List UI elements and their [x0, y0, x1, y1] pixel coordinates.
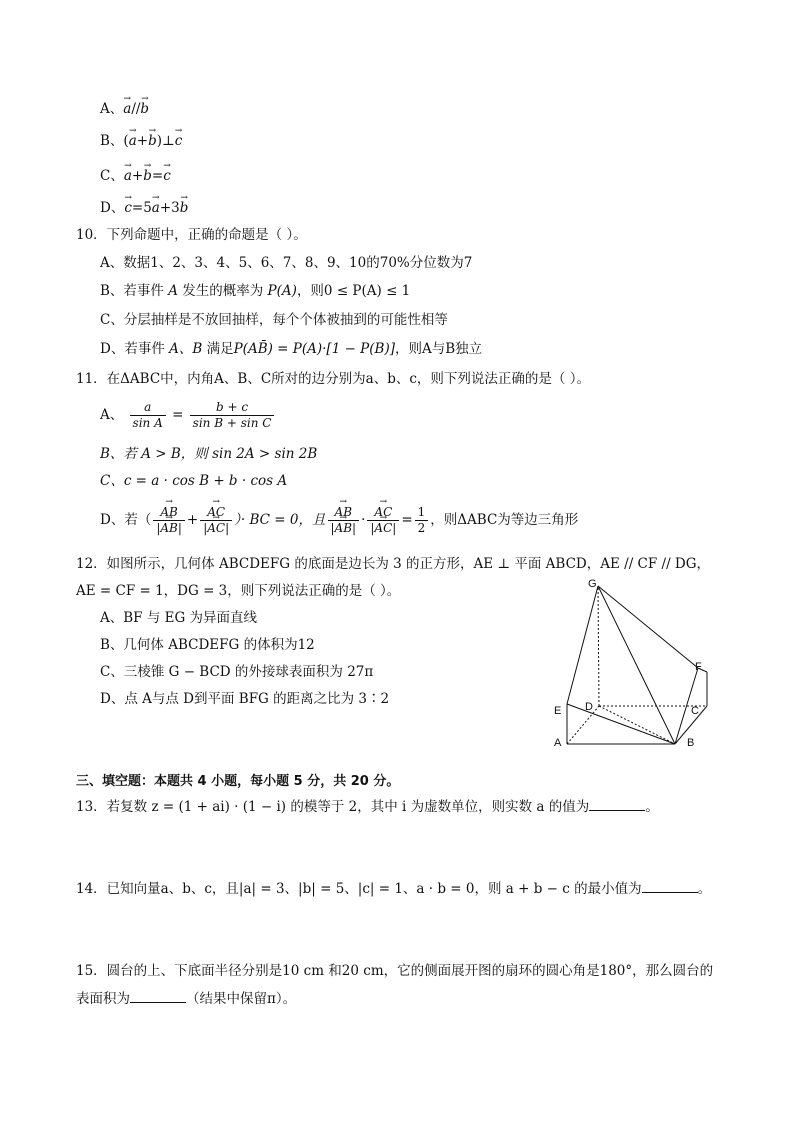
- q10-b-mid: 发生的概率为: [182, 283, 264, 299]
- edge-db: [599, 706, 675, 744]
- edge-eg: [567, 586, 598, 704]
- edge-ad: [567, 706, 599, 744]
- frac-ab-unit: → $\frac{AB}{|\to AB|}$: [153, 505, 185, 536]
- q13-end: 。: [645, 799, 659, 815]
- q10-d-mid: 满足: [206, 341, 234, 357]
- q11-d-tail: ，则ΔABC为等边三角形: [430, 512, 579, 528]
- q9-b-expr: (→ a+→ b)⊥→ c: [123, 133, 182, 149]
- frac-ac-unit: → $\frac{AC}{|\to AC|}$: [200, 505, 232, 536]
- q13: [76, 798, 659, 816]
- q12-option-d: D、点 A与点 D到平面 BFG 的距离之比为 3∶2: [100, 691, 390, 707]
- q9-option-a: [100, 100, 149, 118]
- q13-text: 13．若复数 z = (1 + ai) · (1 − i) 的模等于 2，其中 i 为虚数单位，则实数 a 的值为: [76, 799, 590, 815]
- events-ab: A、B: [164, 341, 207, 357]
- option-label: D、: [100, 200, 125, 216]
- frac-num: b + c: [190, 400, 275, 416]
- section-fill-in-heading: 三、填空题：本题共 4 小题，每小题 5 分，共 20 分。: [76, 774, 400, 789]
- equals-sign: =: [172, 407, 184, 423]
- frac-num: a: [130, 400, 166, 416]
- frac-one-half: [415, 505, 429, 536]
- q9-option-d: [100, 199, 188, 217]
- q10-option-a: A、数据1、2、3、4、5、6、7、8、9、10的70%分位数为7: [100, 255, 473, 271]
- q15-prefix: 表面积为: [76, 991, 130, 1007]
- q9-option-c: [100, 167, 171, 185]
- label-b: B: [687, 737, 695, 749]
- q14-answer-blank[interactable]: [642, 880, 698, 893]
- option-label: B、: [100, 133, 124, 149]
- label-d: D: [585, 701, 593, 713]
- q9-d-expr: → c=5→ a+3→ b: [124, 200, 188, 216]
- q15-answer-blank[interactable]: [130, 990, 186, 1003]
- q9-a-expr: → a//→ b: [123, 101, 149, 117]
- option-label: A、: [100, 101, 124, 117]
- q10-b-prefix: B、若事件: [100, 283, 164, 299]
- q11-d-label: D、若（: [100, 512, 152, 528]
- q11-option-d: D、若（ → $\frac{AB}{|\to AB|}$ + → $\frac{AC}{|\to AC|}$ ）· BC = 0，且 → $\frac{AB}{|\to AB|}$ · → $\frac{AC}{|\to AC|}$ = $\frac{1}{2}$ ，则ΔABC为等边三角形: [100, 500, 578, 540]
- q11-option-b: B、若 A > B，则 sin 2A > sin 2B: [100, 446, 318, 462]
- edge-gf: [598, 586, 698, 668]
- label-f: F: [695, 661, 702, 673]
- q13-answer-blank[interactable]: [589, 798, 645, 811]
- q14-end: 。: [697, 881, 712, 897]
- geometry-figure: [548, 572, 718, 752]
- q12-stem-line1: 12．如图所示，几何体 ABCDEFG 的底面是边长为 3 的正方形，AE ⊥ 平面 ABCD，AE // CF // DG，: [76, 556, 711, 572]
- q11-option-a: [100, 400, 276, 431]
- label-a: A: [554, 737, 562, 749]
- q10-option-d: [100, 340, 482, 358]
- q14-text: 14．已知向量a、b、c，且|a| = 3、|b| = 5、|c| = 1、a · b = 0，则 a + b − c 的最小值为: [76, 881, 642, 897]
- frac-ab-unit-2: → $\frac{AB}{|\to AB|}$: [328, 505, 360, 536]
- edge-gb: [598, 586, 675, 744]
- edge-dg: [598, 586, 599, 706]
- q10-b-tail: ，则0 ≤ P(A) ≤ 1: [296, 283, 411, 299]
- q14: [76, 880, 711, 898]
- fraction-a-sina: [130, 400, 166, 431]
- q15-line1: 15．圆台的上、下底面半径分别是10 cm 和20 cm，它的侧面展开图的扇环的圆心角是180°，那么圆台的: [76, 963, 714, 979]
- frac-ac-unit-2: → $\frac{AC}{|\to AC|}$: [367, 505, 399, 536]
- q11-option-c: C、c = a · cos B + b · cos A: [100, 473, 288, 489]
- q12-stem-line2: AE = CF = 1，DG = 3，则下列说法正确的是（ ）。: [76, 583, 401, 599]
- option-label: C、: [100, 168, 124, 184]
- q9-c-expr: → a+→ b=→ c: [124, 168, 171, 184]
- label-c: C: [691, 705, 699, 717]
- q10-d-tail: ，则A与B独立: [395, 341, 483, 357]
- q10-stem: 10．下列命题中，正确的命题是（ ）。: [76, 227, 307, 243]
- frac-num: 1: [415, 505, 429, 521]
- q10-option-c: C、分层抽样是不放回抽样，每个个体被抽到的可能性相等: [100, 312, 448, 328]
- q12-option-a: A、BF 与 EG 为异面直线: [100, 610, 258, 626]
- frac-den: sin A: [132, 416, 163, 430]
- pa: P(A): [263, 283, 297, 299]
- q12-option-b: B、几何体 ABCDEFG 的体积为12: [100, 637, 315, 653]
- q11-stem: 11．在ΔABC中，内角A、B、C所对的边分别为a、b、c，则下列说法正确的是（ ）。: [76, 371, 590, 387]
- q9-option-b: [100, 132, 182, 150]
- q12-option-c: C、三棱锥 G − BCD 的外接球表面积为 27π: [100, 664, 374, 680]
- label-e: E: [554, 705, 562, 717]
- q10-option-b: [100, 282, 410, 300]
- fraction-bc-sinbc: [190, 400, 275, 431]
- q15-line2: [76, 990, 296, 1008]
- q15-suffix: （结果中保留π）。: [186, 991, 297, 1007]
- frac-den: sin B + sin C: [192, 416, 272, 430]
- q11-d-mid: ）· BC = 0，且: [234, 512, 326, 528]
- frac-den: 2: [417, 521, 426, 535]
- option-label: A、: [100, 407, 124, 423]
- label-g: G: [588, 578, 597, 590]
- q10-d-formula: P(AB̄) = P(A)·[1 − P(B)]: [233, 341, 395, 357]
- q10-d-prefix: D、若事件: [100, 341, 165, 357]
- event-a: A: [163, 283, 183, 299]
